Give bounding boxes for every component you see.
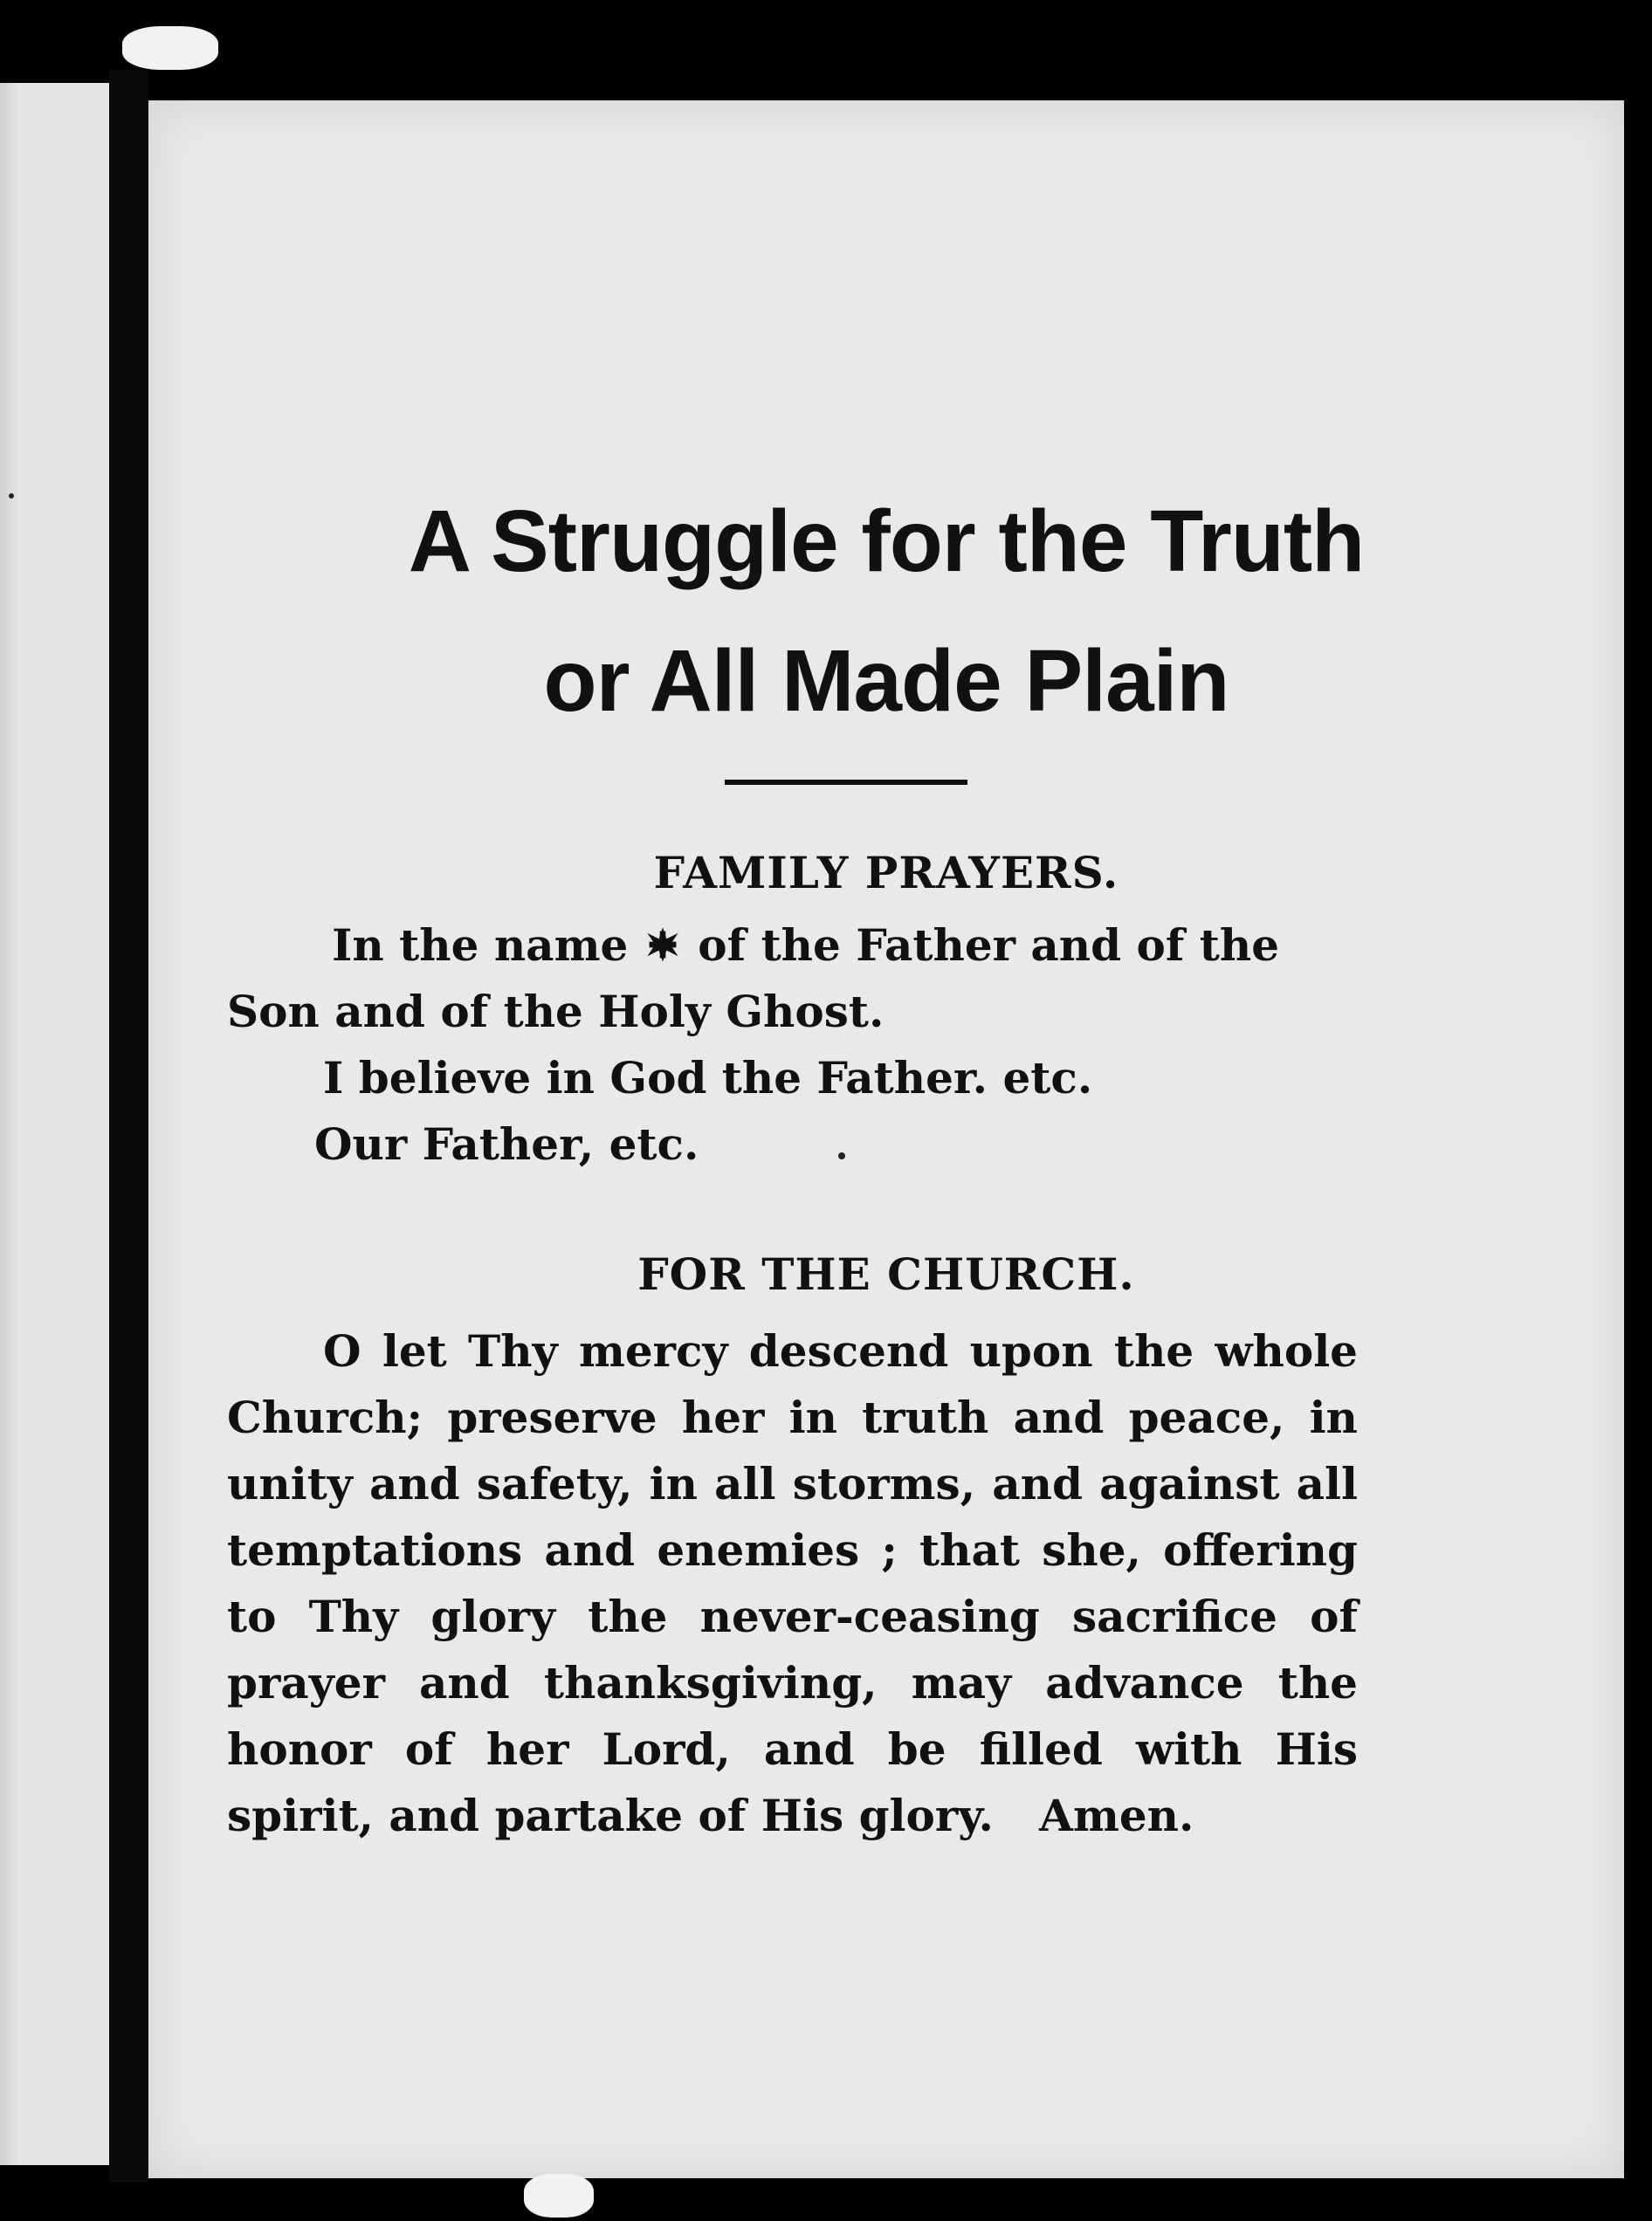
text-line: honor of her Lord, and be filled with His bbox=[227, 1723, 1358, 1775]
book-gutter bbox=[109, 70, 148, 2183]
text-fragment: In the name bbox=[332, 919, 629, 971]
text-line: Our Father, etc. bbox=[314, 1118, 699, 1170]
text-line: I believe in God the Father. etc. bbox=[323, 1052, 1093, 1104]
text-line: Church; preserve her in truth and peace, in bbox=[227, 1392, 1358, 1443]
family-prayers-text bbox=[227, 912, 1358, 1178]
title-line-2: or All Made Plain bbox=[543, 632, 1229, 730]
facing-page-shadow bbox=[0, 83, 17, 2165]
text-line: temptations and enemies ; that she, offering bbox=[227, 1524, 1358, 1576]
text-line: Son and of the Holy Ghost. bbox=[227, 986, 885, 1037]
section-heading-family-prayers: FAMILY PRAYERS. bbox=[653, 847, 1119, 898]
text-line: unity and safety, in all storms, and against all bbox=[227, 1458, 1358, 1509]
text-line: O let Thy mercy descend upon the whole bbox=[323, 1325, 1358, 1377]
for-the-church-text bbox=[227, 1318, 1358, 1849]
title-line-1: A Struggle for the Truth bbox=[408, 492, 1365, 590]
cross-icon bbox=[644, 925, 682, 964]
text-fragment: of the Father and of the bbox=[698, 919, 1280, 971]
text-line bbox=[227, 912, 1358, 979]
text-line: prayer and thanksgiving, may advance the bbox=[227, 1657, 1358, 1709]
title-divider bbox=[725, 780, 967, 785]
dust-speck bbox=[9, 493, 14, 499]
torn-paper-fragment bbox=[524, 2174, 594, 2218]
page-title bbox=[148, 471, 1624, 751]
torn-paper-fragment bbox=[122, 26, 218, 70]
text-line: spirit, and partake of His glory. Amen. bbox=[227, 1790, 1194, 1841]
text-line: to Thy glory the never-ceasing sacrifice of bbox=[227, 1591, 1358, 1642]
section-heading-for-the-church: FOR THE CHURCH. bbox=[637, 1248, 1135, 1300]
